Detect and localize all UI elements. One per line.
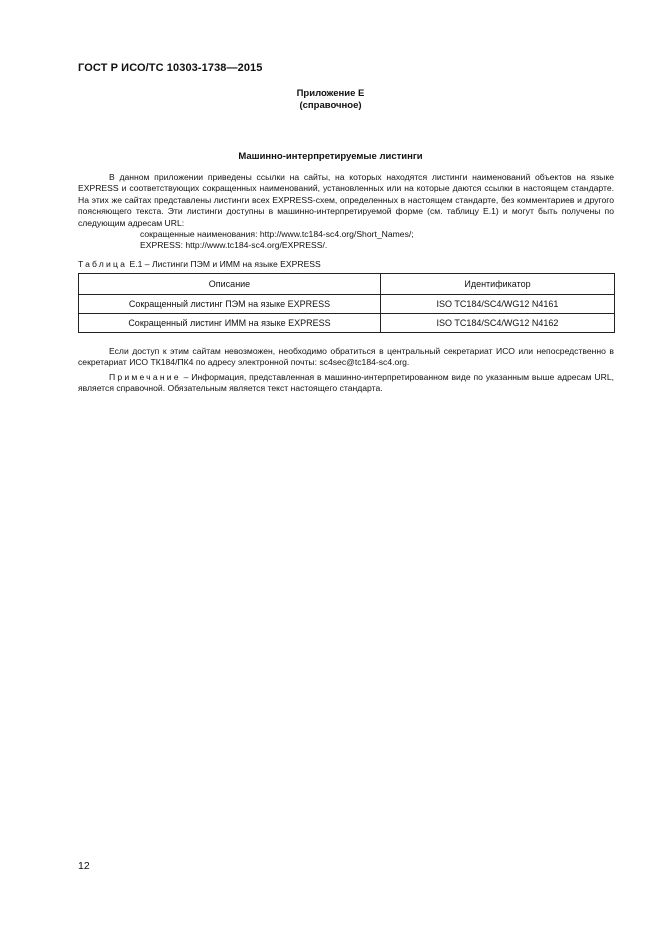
row-identifier: ISO TC184/SC4/WG12 N4162 [381,314,615,333]
intro-paragraph [78,172,614,252]
table-row [79,295,615,314]
table-header-row [79,274,615,295]
short-names-url: сокращенные наименования: http://www.tc184-sc4.org/Short_Names/; [140,229,414,240]
note-text: – Информация, представленная в машинно-интерпретированном виде по указанным выше адресам URL, является справочной. Обязательным является текст настоящего стандарта. [78,372,614,394]
appendix-title: Приложение Е [296,88,365,99]
listings-table [78,273,615,333]
note-paragraph [78,372,614,395]
row-description: Сокращенный листинг ИММ на языке EXPRESS [79,314,381,333]
table-caption-label: Таблица [78,259,128,269]
page-number: 12 [78,860,90,872]
express-url: EXPRESS: http://www.tc184-sc4.org/EXPRESS/. [140,240,328,251]
row-description: Сокращенный листинг ПЭМ на языке EXPRESS [79,295,381,314]
row-identifier: ISO TC184/SC4/WG12 N4161 [381,295,615,314]
intro-text: В данном приложении приведены ссылки на сайты, на которых находятся листинги наименований объектов на языке EXPRESS и соответствующих сокращенных наименований, установленных или на которые даются ссылки в настоящем стандарте. На этих же сайтах представлены листинги всех EXPRESS-схем, определенных в настоящем стандарте, без комментариев и другого поясняющего текста. Эти листинги доступны в машинно-интерпретируемой форме (см. таблицу Е.1) и могут быть получены по следующим адресам URL: [78,172,614,228]
column-header-identifier: Идентификатор [381,274,615,295]
access-paragraph [78,346,614,369]
table-caption [78,259,321,269]
appendix-subtitle: (справочное) [299,100,362,111]
access-text: Если доступ к этим сайтам невозможен, необходимо обратиться в центральный секретариат ИСО или непосредственно в секретариат ИСО ТК184/ПК4 по адресу электронной почты: sc4sec@tc184-sc4.org. [78,346,614,368]
table-row [79,314,615,333]
section-title: Машинно-интерпретируемые листинги [238,151,423,162]
note-label: Примечание [109,372,181,382]
table-caption-text: Е.1 – Листинги ПЭМ и ИММ на языке EXPRESS [129,259,321,269]
document-code: ГОСТ Р ИСО/ТС 10303-1738—2015 [78,62,263,74]
column-header-description: Описание [79,274,381,295]
